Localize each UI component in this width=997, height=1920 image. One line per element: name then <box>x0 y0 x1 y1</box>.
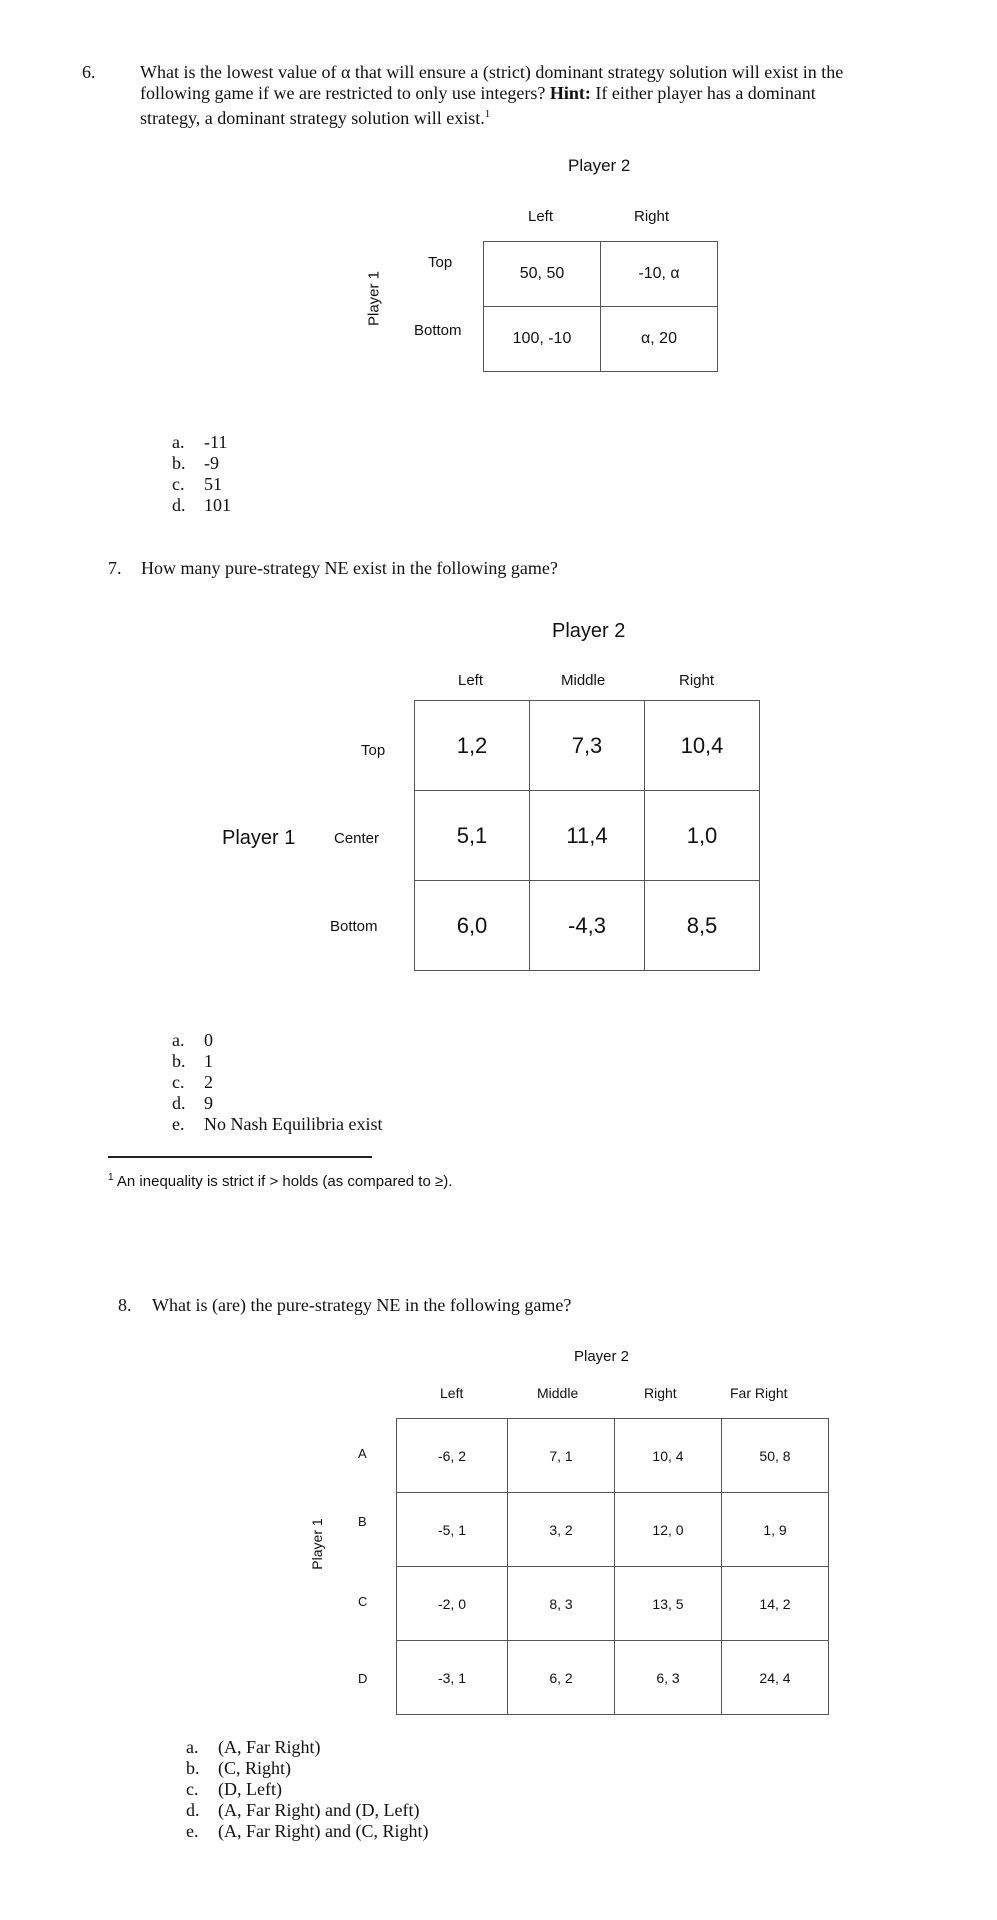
q8-col-middle: Middle <box>537 1385 579 1401</box>
option-text: 51 <box>204 474 222 494</box>
q8-cell-d-left: -3, 1 <box>397 1641 508 1715</box>
footnote-mark: 1 <box>108 1172 114 1183</box>
option-letter: e. <box>172 1114 185 1134</box>
option-letter: c. <box>172 474 185 494</box>
option-text: (A, Far Right) and (C, Right) <box>218 1821 429 1841</box>
q7-cell-center-middle: 11,4 <box>530 791 645 881</box>
q8-cell-b-middle: 3, 2 <box>508 1493 615 1567</box>
option-letter: a. <box>172 432 185 452</box>
q7-player1-label: Player 1 <box>222 827 296 849</box>
q8-option-d <box>186 1800 428 1821</box>
q6-option-b <box>172 453 231 474</box>
q7-cell-bottom-left: 6,0 <box>415 881 530 971</box>
q8-player1-label: Player 1 <box>309 1518 325 1570</box>
q7-cell-bottom-middle: -4,3 <box>530 881 645 971</box>
q8-question-text: What is (are) the pure-strategy NE in the following game? <box>152 1295 572 1315</box>
q7-col-right: Right <box>679 672 715 689</box>
q7-options <box>172 1030 382 1135</box>
q6-footnote-mark: 1 <box>484 108 491 120</box>
q7-player2-label: Player 2 <box>552 620 626 642</box>
q8-matrix-row <box>397 1567 829 1641</box>
q7-row-bottom: Bottom <box>330 918 378 935</box>
q8-number: 8. <box>118 1295 132 1315</box>
q7-matrix-row <box>415 881 760 971</box>
option-text: 101 <box>204 495 231 515</box>
q6-player2-label: Player 2 <box>568 156 631 175</box>
q8-col-left: Left <box>440 1385 464 1401</box>
q7-row-top: Top <box>361 742 386 759</box>
q6-line1: What is the lowest value of α that will ensure a (strict) dominant strategy solution will exist in the <box>140 62 844 82</box>
q6-question-text <box>140 62 940 129</box>
q8-cell-b-far-right: 1, 9 <box>722 1493 829 1567</box>
footnote-separator <box>108 1156 372 1158</box>
option-letter: d. <box>172 495 186 515</box>
q8-cell-b-right: 12, 0 <box>615 1493 722 1567</box>
q7-cell-top-middle: 7,3 <box>530 701 645 791</box>
q8-cell-a-far-right: 50, 8 <box>722 1419 829 1493</box>
q7-option-c <box>172 1072 382 1093</box>
q8-option-e <box>186 1821 428 1842</box>
q8-cell-c-right: 13, 5 <box>615 1567 722 1641</box>
q8-cell-a-middle: 7, 1 <box>508 1419 615 1493</box>
option-text: (C, Right) <box>218 1758 292 1778</box>
q8-cell-a-left: -6, 2 <box>397 1419 508 1493</box>
q7-cell-bottom-right: 8,5 <box>645 881 760 971</box>
q6-options <box>172 432 231 516</box>
option-letter: a. <box>172 1030 185 1050</box>
q6-col-left: Left <box>528 208 554 225</box>
q8-options <box>186 1737 428 1842</box>
q8-matrix-row <box>397 1493 829 1567</box>
q7-payoff-matrix <box>414 700 760 971</box>
option-letter: c. <box>172 1072 185 1092</box>
q6-player1-label: Player 1 <box>365 270 383 327</box>
q7-matrix-row <box>415 791 760 881</box>
q8-option-c <box>186 1779 428 1800</box>
q8-cell-c-middle: 8, 3 <box>508 1567 615 1641</box>
q8-row-d: D <box>358 1671 368 1686</box>
q7-col-middle: Middle <box>561 672 606 689</box>
q6-line2-text: following game if we are restricted to only use integers? <box>140 83 546 103</box>
q6-hint-label: Hint: <box>549 83 591 103</box>
option-letter: a. <box>186 1737 199 1757</box>
option-letter: b. <box>186 1758 200 1778</box>
q7-col-left: Left <box>458 672 484 689</box>
option-text: (A, Far Right) and (D, Left) <box>218 1800 420 1820</box>
q8-matrix-row <box>397 1419 829 1493</box>
q8-row-c: C <box>358 1594 368 1609</box>
q7-cell-center-right: 1,0 <box>645 791 760 881</box>
option-letter: d. <box>186 1800 200 1820</box>
q7-row-center: Center <box>334 830 380 847</box>
q8-cell-c-left: -2, 0 <box>397 1567 508 1641</box>
q7-option-d <box>172 1093 382 1114</box>
q6-line3 <box>140 104 940 129</box>
q8-payoff-matrix <box>396 1418 829 1715</box>
q6-col-right: Right <box>634 208 670 225</box>
q6-cell-top-right: -10, α <box>601 242 718 307</box>
option-text: 1 <box>204 1051 213 1071</box>
q8-cell-b-left: -5, 1 <box>397 1493 508 1567</box>
q8-row-b: B <box>358 1514 367 1529</box>
q8-col-far-right: Far Right <box>730 1385 788 1401</box>
option-text: -11 <box>204 432 228 452</box>
q6-row-bottom: Bottom <box>414 322 462 339</box>
q6-line2 <box>140 83 940 104</box>
q6-cell-bottom-right: α, 20 <box>601 307 718 372</box>
q7-cell-top-left: 1,2 <box>415 701 530 791</box>
option-text: 2 <box>204 1072 213 1092</box>
option-letter: b. <box>172 453 186 473</box>
q6-line3-text: strategy, a dominant strategy solution will exist. <box>140 108 485 128</box>
q7-cell-center-left: 5,1 <box>415 791 530 881</box>
footnote-text: An inequality is strict if > holds (as compared to ≥). <box>116 1173 453 1190</box>
q7-question-text: How many pure-strategy NE exist in the following game? <box>141 558 558 578</box>
option-letter: e. <box>186 1821 199 1841</box>
option-text: No Nash Equilibria exist <box>204 1114 383 1134</box>
option-letter: d. <box>172 1093 186 1113</box>
q8-cell-a-right: 10, 4 <box>615 1419 722 1493</box>
q6-option-d <box>172 495 231 516</box>
q8-col-right: Right <box>644 1385 677 1401</box>
option-letter: b. <box>172 1051 186 1071</box>
q8-cell-d-far-right: 24, 4 <box>722 1641 829 1715</box>
option-letter: c. <box>186 1779 199 1799</box>
q8-matrix-row <box>397 1641 829 1715</box>
q6-cell-bottom-left: 100, -10 <box>484 307 601 372</box>
q6-line2-rest: If either player has a dominant <box>595 83 816 103</box>
q7-option-a <box>172 1030 382 1051</box>
q7-number: 7. <box>108 558 122 578</box>
option-text: (D, Left) <box>218 1779 282 1799</box>
option-text: (A, Far Right) <box>218 1737 321 1757</box>
q7-option-b <box>172 1051 382 1072</box>
q8-option-b <box>186 1758 428 1779</box>
option-text: 0 <box>204 1030 213 1050</box>
footnote <box>108 1172 452 1190</box>
q6-option-c <box>172 474 231 495</box>
q8-cell-d-middle: 6, 2 <box>508 1641 615 1715</box>
q6-number: 6. <box>82 62 96 82</box>
option-text: -9 <box>204 453 219 473</box>
q7-option-e <box>172 1114 382 1135</box>
q6-option-a <box>172 432 231 453</box>
q8-cell-d-right: 6, 3 <box>615 1641 722 1715</box>
q6-matrix-row <box>484 307 718 372</box>
q8-row-a: A <box>358 1446 367 1461</box>
q8-option-a <box>186 1737 428 1758</box>
option-text: 9 <box>204 1093 213 1113</box>
q7-matrix-row <box>415 701 760 791</box>
q7-cell-top-right: 10,4 <box>645 701 760 791</box>
q6-matrix-row <box>484 242 718 307</box>
q8-player2-label: Player 2 <box>574 1348 630 1365</box>
q6-payoff-matrix <box>483 241 718 372</box>
q8-cell-c-far-right: 14, 2 <box>722 1567 829 1641</box>
q6-cell-top-left: 50, 50 <box>484 242 601 307</box>
q6-row-top: Top <box>428 254 453 271</box>
